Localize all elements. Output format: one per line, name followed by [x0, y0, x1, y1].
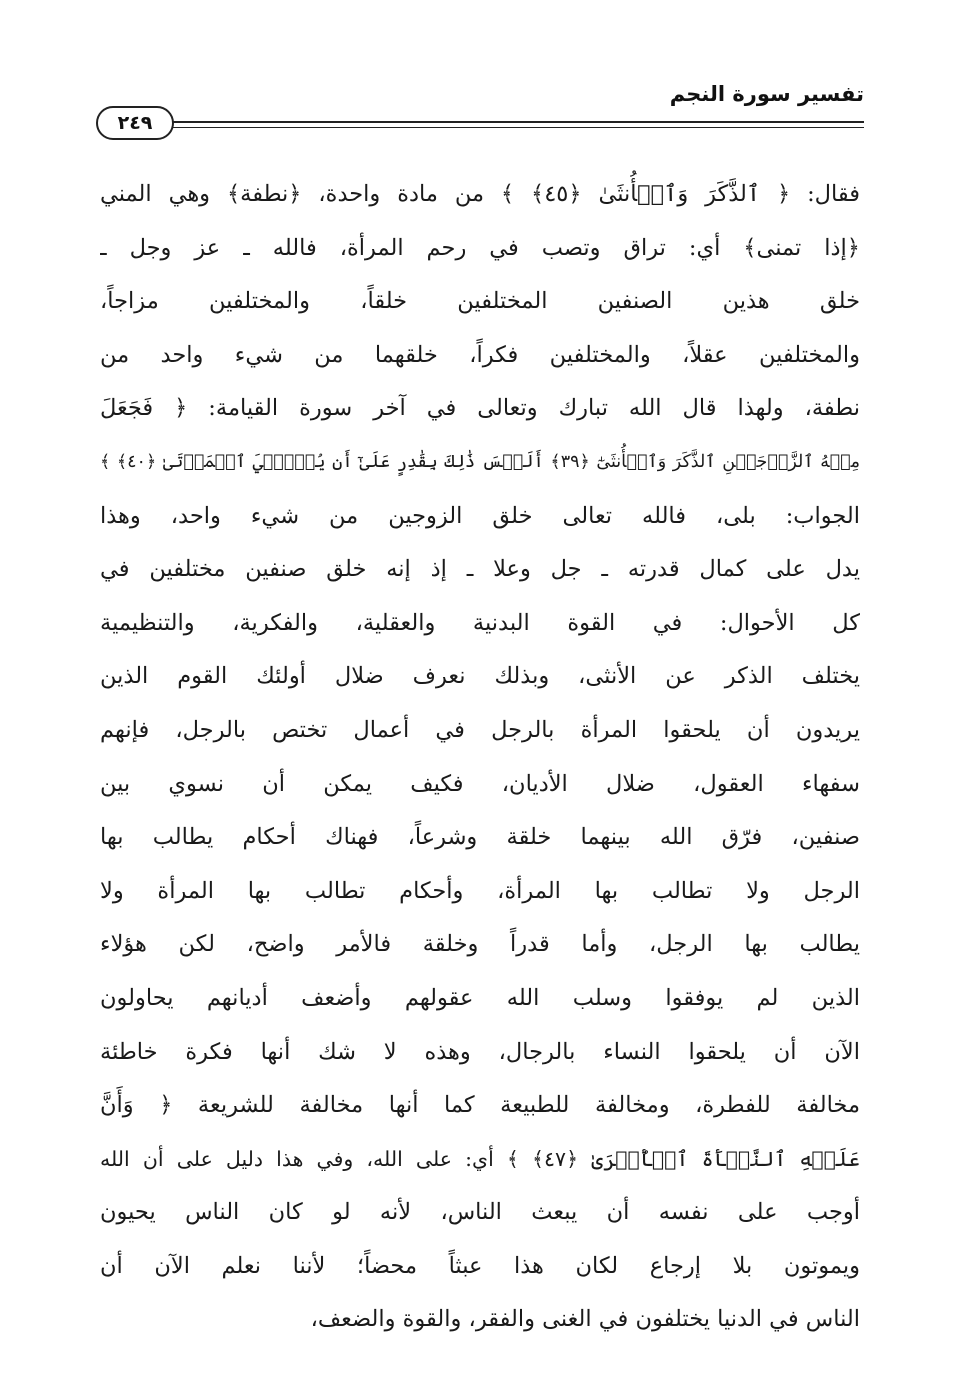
quran-verse-line: مِنۡهُ ٱلزَّوۡجَيۡنِ ٱلذَّكَرَ وَٱلۡأُنثَىٰٓ ﴿٣٩﴾ أَلَيۡسَ ذَٰلِكَ بِقَٰدِرٍ عَلَىٰٓ أَن يُحۡـِۧيَ ٱلۡمَوۡتَىٰ ﴿٤٠﴾ ﴾ [100, 451, 860, 472]
page-number: ٢٤٩ [117, 112, 153, 134]
text-line: نطفة، ولهذا قال الله تبارك وتعالى في آخر سورة القيامة: ﴿ فَجَعَلَ [100, 395, 860, 422]
quran-verse-line: عَلَيۡهِ ٱلنَّشۡأَةَ ٱلۡأُخۡرَىٰ ﴿٤٧﴾ ﴾ أي: على الله، وفي هذا دليل على أن الله [100, 1146, 860, 1171]
text-line: سفهاء العقول، ضلال الأديان، فكيف يمكن أن نسوي بين [100, 770, 860, 797]
text-line: الجواب: بلى، فالله تعالى خلق الزوجين من شيء واحد، وهذا [100, 502, 860, 529]
text-line: يدل على كمال قدرته ـ جل وعلا ـ إذ إنه خلق صنفين مختلفين في [100, 556, 860, 583]
page-number-badge [96, 106, 174, 140]
text-line: الآن أن يلحقوا النساء بالرجال، وهذه لا شك أنها فكرة خاطئة [100, 1038, 860, 1065]
text-line: خلق هذين الصنفين المختلفين خلقاً، والمختلفين مزاجاً، [100, 288, 860, 315]
text-line: كل الأحوال: في القوة البدنية والعقلية، والفكرية، والتنظيمية [100, 609, 860, 636]
text-line: مخالفة للفطرة، ومخالفة للطبيعة كما أنها مخالفة للشريعة ﴿ وَأَنَّ [100, 1092, 860, 1119]
text-line: ويموتون بلا إرجاع لكان هذا عبثاً محضاً؛ لأننا نعلم الآن أن [100, 1252, 860, 1279]
text-line: والمختلفين عقلاً، والمختلفين فكراً، خلقهما من شيء واحد من [100, 341, 860, 368]
text-line: ﴿إذا تمنى﴾ أي: تراق وتصب في رحم المرأة، فالله ـ عز وجل ـ [100, 234, 860, 261]
text-line: الذين لم يوفقوا وسلب الله عقولهم وأضعف أديانهم يحاولون [100, 984, 860, 1011]
text-line: صنفين، فرّق الله بينهما خلقة وشرعاً، فهناك أحكام يطالب بها [100, 824, 860, 851]
text-line: فقال: ﴿ ٱلذَّكَرَ وَٱلۡأُنثَىٰ ﴿٤٥﴾ ﴾ من مادة واحدة، ﴿نطفة﴾ وهي المني [100, 181, 860, 207]
header-rule [156, 121, 864, 123]
text-line: يريدون أن يلحقوا المرأة بالرجل في أعمال تختص بالرجل، فإنهم [100, 716, 860, 743]
running-header-title: تفسير سورة النجم [669, 82, 864, 106]
text-line: أوجب على نفسه أن يبعث الناس، لأنه لو كان الناس يحيون [100, 1199, 860, 1226]
header-rule-thin [156, 127, 864, 128]
page-body-text [100, 168, 860, 1347]
text-line: الناس في الدنيا يختلفون في الغنى والفقر، والقوة والضعف، [310, 1306, 860, 1333]
text-line: الرجل ولا تطالب بها المرأة، وأحكام تطالب بها المرأة ولا [100, 877, 860, 904]
text-line: يطالب بها الرجل، وأما قدراً وخلقة فالأمر واضح، لكن هؤلاء [100, 931, 860, 958]
text-line: يختلف الذكر عن الأنثى، وبذلك نعرف ضلال أولئك القوم الذين [100, 663, 860, 690]
